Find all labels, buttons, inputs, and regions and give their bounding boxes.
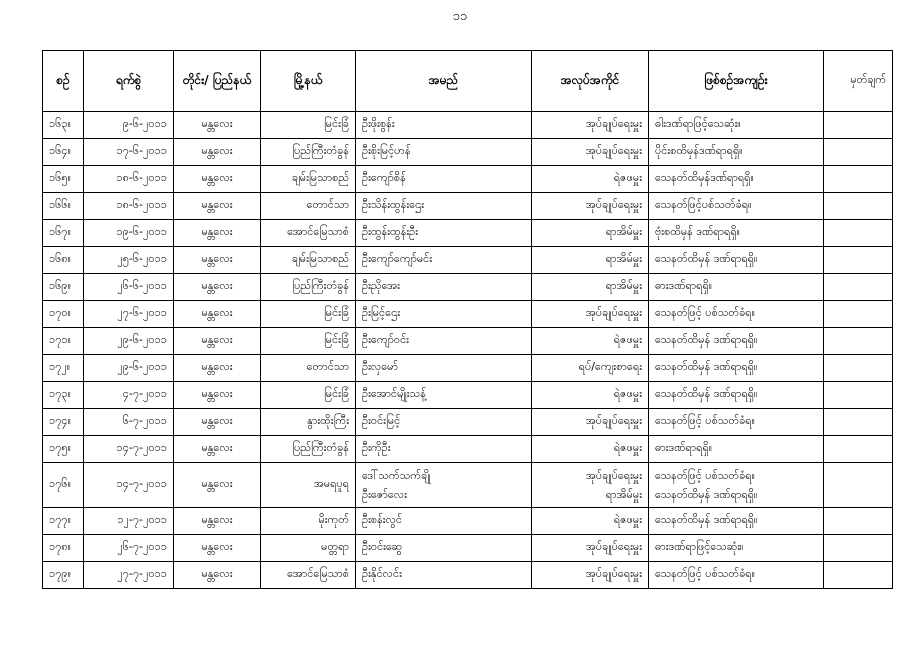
cell-region: မန္တလေး: [174, 166, 261, 193]
cell-date: ၁၉-၆-၂၀၁၁: [84, 220, 174, 247]
cell-township: အောင်မြေသာစံ: [261, 562, 356, 589]
cell-township: ချမ်းမြသာစည်: [261, 166, 356, 193]
cell-name: ဦးကျော်ဝင်း: [356, 328, 532, 355]
cell-remarks: [824, 508, 893, 535]
cell-occupation: [532, 463, 649, 508]
cell-region: မန္တလေး: [174, 247, 261, 274]
page-number: ၁၁: [452, 9, 468, 24]
cell-township: အမရပူရ: [261, 463, 356, 508]
cell-name-line: ဒေါ်သက်သက်ချို: [362, 469, 431, 482]
cell-township: အောင်မြေသာစံ: [261, 220, 356, 247]
cell-incident: သေနတ်ဖြင့် ပစ်သတ်ခံရ။: [649, 301, 824, 328]
cell-incident: သေနတ်ထိမှန်ဒဏ်ရာရရှိ။: [649, 166, 824, 193]
cell-name: ဦးအောင်မျိုးသန့်: [356, 382, 532, 409]
table-row: [43, 166, 893, 193]
cell-occupation: ရဲဇဖမှူး: [532, 436, 649, 463]
header-incident: ဖြစ်စဉ်အကျဉ်း: [649, 51, 824, 112]
cell-name: ဦးညိုအေး: [356, 274, 532, 301]
cell-no: ၁၇၁။: [43, 328, 84, 355]
cell-date: ၂၇-၇-၂၀၁၁: [84, 562, 174, 589]
cell-occupation: အုပ်ချုပ်ရေးမှူး: [532, 193, 649, 220]
cell-incident-line: သေနတ်ထိမှန် ဒဏ်ရာရရှိ။: [655, 488, 758, 501]
cell-township: မြင်းခြံ: [261, 382, 356, 409]
cell-name: ဦးနိုင်လင်း: [356, 562, 532, 589]
cell-no: ၁၇၈။: [43, 535, 84, 562]
cell-date: ၆-၇-၂၀၁၁: [84, 409, 174, 436]
cell-date: ၂၉-၆-၂၀၁၁: [84, 355, 174, 382]
cell-incident: သေနတ်ဖြင့်ပစ်သတ်ခံရ။: [649, 193, 824, 220]
cell-incident: သေနတ်ထိမှန် ဒဏ်ရာရရှိ။: [649, 508, 824, 535]
cell-date: ၂၉-၆-၂၀၁၁: [84, 328, 174, 355]
cell-region: မန္တလေး: [174, 382, 261, 409]
cell-region: မန္တလေး: [174, 193, 261, 220]
cell-incident: သေနတ်ဖြင့် ပစ်သတ်ခံရ။: [649, 409, 824, 436]
cell-incident: ပိုင်းစထိမှန်ဒဏ်ရာရရှိ။: [649, 139, 824, 166]
cell-date: ၁၇-၆-၂၀၁၁: [84, 139, 174, 166]
cell-occupation: အုပ်ချုပ်ရေးမှူး: [532, 562, 649, 589]
cell-occupation: အုပ်ချုပ်ရေးမှူး: [532, 139, 649, 166]
cell-township: တောင်သာ: [261, 355, 356, 382]
cell-remarks: [824, 382, 893, 409]
cell-remarks: [824, 355, 893, 382]
cell-date: ၉-၆-၂၀၁၁: [84, 112, 174, 139]
cell-date: ၂၆-၇-၂၀၁၁: [84, 535, 174, 562]
header-township: မြို့နယ်: [261, 51, 356, 112]
cell-township: ချမ်းမြသာစည်: [261, 247, 356, 274]
cell-remarks: [824, 463, 893, 508]
cell-remarks: [824, 409, 893, 436]
cell-date: ၄-၇-၂၀၁၁: [84, 382, 174, 409]
cell-region: မန္တလေး: [174, 562, 261, 589]
cell-remarks: [824, 328, 893, 355]
cell-name: ဦးစိုးမြင့်ဟန်: [356, 139, 532, 166]
cell-incident-line: သေနတ်ဖြင့် ပစ်သတ်ခံရ။: [655, 469, 755, 482]
cell-occupation: ရာအိမ်မှူး: [532, 220, 649, 247]
table-row: [43, 328, 893, 355]
cell-no: ၁၇၉။: [43, 562, 84, 589]
table-row: [43, 436, 893, 463]
cell-remarks: [824, 535, 893, 562]
cell-no: ၁၇၂။: [43, 355, 84, 382]
cell-name: ဦးကျော်ကျော်မင်း: [356, 247, 532, 274]
cell-date: ၁၈-၆-၂၀၁၁: [84, 166, 174, 193]
cell-region: မန္တလေး: [174, 220, 261, 247]
cell-incident: သေနတ်ထိမှန် ဒဏ်ရာရရှိ။: [649, 247, 824, 274]
table-row: [43, 463, 893, 508]
table-row: [43, 274, 893, 301]
cell-remarks: [824, 436, 893, 463]
cell-no: ၁၆၉။: [43, 274, 84, 301]
cell-name: ဦးလှမော်: [356, 355, 532, 382]
table-row: [43, 355, 893, 382]
cell-incident: ဗုံးစထိမှန် ဒဏ်ရာရရှိ။: [649, 220, 824, 247]
cell-occupation: ရဲဇဖမှူး: [532, 328, 649, 355]
cell-incident: သေနတ်ထိမှန် ဒဏ်ရာရရှိ။: [649, 328, 824, 355]
cell-name: ဦးဝင်းဆွေ: [356, 535, 532, 562]
cell-date: ၂၇-၆-၂၀၁၁: [84, 301, 174, 328]
header-no: စဉ်: [43, 51, 84, 112]
cell-no: ၁၇၀။: [43, 301, 84, 328]
cell-township: တောင်သာ: [261, 193, 356, 220]
cell-name: [356, 463, 532, 508]
cell-date: ၁၄-၇-၂၀၁၁: [84, 463, 174, 508]
cell-date: ၂၅-၆-၂၀၁၁: [84, 247, 174, 274]
cell-name: ဦးမြင့်ဌေး: [356, 301, 532, 328]
cell-incident: ဓါးဒဏ်ရာဖြင့်သေဆုံး။: [649, 112, 824, 139]
cell-occupation: အုပ်ချုပ်ရေးမှူး: [532, 535, 649, 562]
table-row: [43, 382, 893, 409]
cell-remarks: [824, 247, 893, 274]
table-row: [43, 220, 893, 247]
cell-incident: ဓားဒဏ်ရာဖြင့်သေဆုံး။: [649, 535, 824, 562]
cell-occupation: ရဲဇဖမှူး: [532, 166, 649, 193]
cell-date: ၁၈-၆-၂၀၁၁: [84, 193, 174, 220]
cell-township: မြင်းခြံ: [261, 301, 356, 328]
cell-occupation-line: အုပ်ချုပ်ရေးမှူး: [585, 469, 642, 482]
table-row: [43, 508, 893, 535]
cell-remarks: [824, 301, 893, 328]
cell-township: နွားထိုးကြီး: [261, 409, 356, 436]
cell-no: ၁၇၄။: [43, 409, 84, 436]
cell-township: မြင်းခြံ: [261, 112, 356, 139]
cell-name: ဦးဖိုးစွန်း: [356, 112, 532, 139]
cell-township: မိုးကုတ်: [261, 508, 356, 535]
cell-name-line: ဦးဇော်လေး: [362, 488, 408, 501]
incident-table: [42, 50, 893, 589]
cell-remarks: [824, 562, 893, 589]
cell-occupation: အုပ်ချုပ်ရေးမှူး: [532, 301, 649, 328]
table-row: [43, 301, 893, 328]
cell-remarks: [824, 220, 893, 247]
cell-township: မတ္တရာ: [261, 535, 356, 562]
cell-no: ၁၆၄။: [43, 139, 84, 166]
cell-incident: သေနတ်ဖြင့် ပစ်သတ်ခံရ။: [649, 562, 824, 589]
cell-occupation: ရာအိမ်မှူး: [532, 274, 649, 301]
cell-township: ပြည်ကြီးတံခွန်: [261, 139, 356, 166]
cell-occupation: အုပ်ချုပ်ရေးမှူး: [532, 112, 649, 139]
cell-region: မန္တလေး: [174, 355, 261, 382]
table-row: [43, 139, 893, 166]
cell-no: ၁၇၃။: [43, 382, 84, 409]
cell-township: ပြည်ကြီးတံခွန်: [261, 274, 356, 301]
cell-region: မန္တလေး: [174, 274, 261, 301]
cell-region: မန္တလေး: [174, 436, 261, 463]
cell-remarks: [824, 193, 893, 220]
cell-region: မန္တလေး: [174, 409, 261, 436]
cell-township: မြင်းခြံ: [261, 328, 356, 355]
table-row: [43, 112, 893, 139]
header-occupation: အလုပ်အကိုင်: [532, 51, 649, 112]
table-row: [43, 535, 893, 562]
cell-incident: သေနတ်ထိမှန် ဒဏ်ရာရရှိ။: [649, 355, 824, 382]
cell-region: မန္တလေး: [174, 112, 261, 139]
cell-no: ၁၇၅။: [43, 436, 84, 463]
cell-no: ၁၆၅။: [43, 166, 84, 193]
cell-remarks: [824, 274, 893, 301]
cell-name: ဦးဝင်းမြင့်: [356, 409, 532, 436]
cell-region: မန္တလေး: [174, 535, 261, 562]
table-row: [43, 562, 893, 589]
table-row: [43, 247, 893, 274]
cell-incident: ဓားဒဏ်ရာရရှိ။: [649, 436, 824, 463]
header-name: အမည်: [356, 51, 532, 112]
cell-region: မန္တလေး: [174, 301, 261, 328]
cell-no: ၁၆၃။: [43, 112, 84, 139]
cell-region: မန္တလေး: [174, 139, 261, 166]
cell-name: ဦးကျော်စိန်: [356, 166, 532, 193]
cell-region: မန္တလေး: [174, 463, 261, 508]
cell-occupation: ရာအိမ်မှူး: [532, 247, 649, 274]
table-header-row: [43, 51, 893, 112]
cell-name: ဦးထွန်းထွန်းဦး: [356, 220, 532, 247]
cell-township: ပြည်ကြီးတံခွန်: [261, 436, 356, 463]
cell-date: ၂၆-၆-၂၀၁၁: [84, 274, 174, 301]
table-row: [43, 193, 893, 220]
cell-remarks: [824, 112, 893, 139]
table-body: [43, 112, 893, 589]
cell-date: ၁၄-၇-၂၀၁၁: [84, 436, 174, 463]
cell-region: မန္တလေး: [174, 328, 261, 355]
header-remarks: မှတ်ချက်: [824, 51, 893, 112]
cell-occupation: ရဲဇဖမှူး: [532, 508, 649, 535]
cell-occupation: ရပ်/ကျေးစာရေး: [532, 355, 649, 382]
cell-name: ဦးသိန်းထွန်းဌေး: [356, 193, 532, 220]
cell-occupation: အုပ်ချုပ်ရေးမှူး: [532, 409, 649, 436]
table-row: [43, 409, 893, 436]
header-date: ရက်စွဲ: [84, 51, 174, 112]
cell-no: ၁၆၆။: [43, 193, 84, 220]
cell-incident: [649, 463, 824, 508]
cell-no: ၁၆၈။: [43, 247, 84, 274]
cell-no: ၁၇၆။: [43, 463, 84, 508]
cell-name: ဦးကိုဦး: [356, 436, 532, 463]
cell-no: ၁၇၇။: [43, 508, 84, 535]
cell-occupation-line: ရာအိမ်မှူး: [605, 488, 642, 501]
cell-remarks: [824, 139, 893, 166]
cell-remarks: [824, 166, 893, 193]
cell-no: ၁၆၇။: [43, 220, 84, 247]
cell-occupation: ရဲဇဖမှူး: [532, 382, 649, 409]
header-region: တိုင်း/ ပြည်နယ်: [174, 51, 261, 112]
cell-incident: ဓားဒဏ်ရာရရှိ။: [649, 274, 824, 301]
cell-name: ဦးစန်းလွင်: [356, 508, 532, 535]
cell-region: မန္တလေး: [174, 508, 261, 535]
cell-date: ၁၂-၇-၂၀၁၁: [84, 508, 174, 535]
cell-incident: သေနတ်ထိမှန် ဒဏ်ရာရရှိ။: [649, 382, 824, 409]
